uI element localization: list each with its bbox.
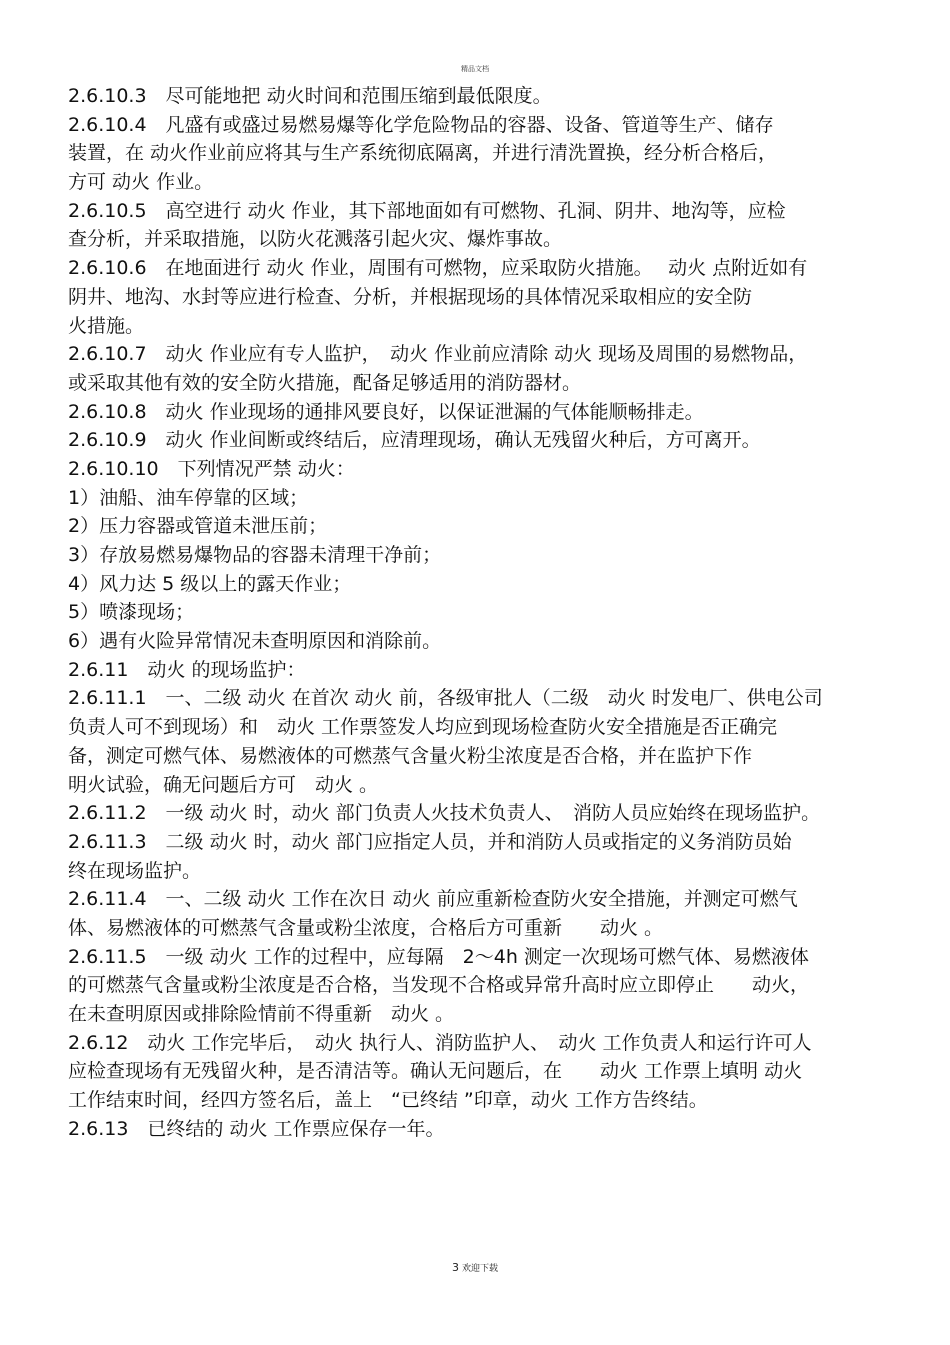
text-line: 负责人可不到现场）和 动火 工作票签发人均应到现场检查防火安全措施是否正确完	[68, 716, 778, 739]
text-line: 3）存放易燃易爆物品的容器未清理干净前；	[68, 544, 442, 566]
text-line: 1）油船、油车停靠的区域；	[68, 486, 309, 509]
text-line: 2.6.10.6 在地面进行 动火 作业，周围有可燃物，应采取防火措施。 动火 点附近如有	[68, 257, 808, 280]
text-line: 2.6.10.9 动火 作业间断或终结后，应清理现场，确认无残留火种后，方可离开。	[68, 429, 761, 452]
text-line: 或采取其他有效的安全防火措施，配备足够适用的消防器材。	[68, 371, 582, 394]
text-line: 2.6.10.5 高空进行 动火 作业，其下部地面如有可燃物、孔洞、阴井、地沟等，应检	[68, 199, 786, 222]
text-line: 2.6.13 已终结的 动火 工作票应保存一年。	[68, 1117, 445, 1140]
text-line: 2.6.11.3 二级 动火 时，动火 部门应指定人员，并和消防人员或指定的义务消防员始	[68, 830, 792, 853]
text-line: 2.6.10.3 尽可能地把 动火时间和范围压缩到最低限度。	[68, 85, 552, 107]
text-line: 2.6.11.2 一级 动火 时，动火 部门负责人火技术负责人、 消防人员应始终在现场监护。	[68, 802, 821, 825]
text-line: 应检查现场有无残留火种，是否清洁等。确认无问题后，在 动火 工作票上填明 动火	[68, 1060, 803, 1083]
text-line: 备，测定可燃气体、易燃液体的可燃蒸气含量火粉尘浓度是否合格，并在监护下作	[68, 744, 753, 767]
text-line: 阴井、地沟、水封等应进行检查、分析，并根据现场的具体情况采取相应的安全防	[68, 285, 753, 308]
text-line: 体、易燃液体的可燃蒸气含量或粉尘浓度，合格后方可重新 动火 。	[68, 916, 664, 939]
text-line: 2.6.11.1 一、二级 动火 在首次 动火 前，各级审批人（二级 动火 时发电厂、供电公司	[68, 687, 823, 710]
text-line: 方可 动火 作业。	[68, 171, 214, 194]
text-line: 6）遇有火险异常情况未查明原因和消除前。	[68, 630, 442, 653]
text-line: 5）喷漆现场；	[68, 601, 195, 624]
text-line: 2.6.10.4 凡盛有或盛过易燃易爆等化学危险物品的容器、设备、管道等生产、储存	[68, 113, 774, 136]
text-line: 2.6.11.5 一级 动火 工作的过程中，应每隔 2～4h 测定一次现场可燃气体、易燃液体	[68, 945, 809, 968]
text-line: 明火试验，确无问题后方可 动火 。	[68, 773, 379, 796]
footer-label: 欢迎下载	[461, 1264, 498, 1274]
text-line: 2.6.10.8 动火 作业现场的通排风要良好，以保证泄漏的气体能顺畅排走。	[68, 400, 704, 423]
document-body	[68, 82, 888, 1143]
text-line: 2）压力容器或管道未泄压前；	[68, 515, 328, 538]
text-line: 工作结束时间，经四方签名后，盖上 “已终结 ”印章，动火 工作方告终结。	[68, 1089, 708, 1112]
text-line: 2.6.10.10 下列情况严禁 动火：	[68, 457, 355, 480]
text-line: 终在现场监护。	[68, 859, 202, 882]
text-line: 的可燃蒸气含量或粉尘浓度是否合格，当发现不合格或异常升高时应立即停止 动火，	[68, 974, 810, 997]
text-line: 2.6.10.7 动火 作业应有专人监护， 动火 作业前应清除 动火 现场及周围的易燃物品，	[68, 343, 808, 366]
page-footer	[0, 1261, 950, 1274]
text-line: 在未查明原因或排除险情前不得重新 动火 。	[68, 1003, 455, 1025]
text-line: 2.6.11 动火 的现场监护：	[68, 658, 306, 681]
text-line: 火措施。	[68, 314, 145, 337]
text-line: 4）风力达 5 级以上的露天作业；	[68, 572, 352, 595]
page-number: 3	[451, 1261, 459, 1274]
text-line: 2.6.12 动火 工作完毕后， 动火 执行人、消防监护人、 动火 工作负责人和运行许可人	[68, 1031, 812, 1054]
text-line: 装置，在 动火作业前应将其与生产系统彻底隔离，并进行清洗置换，经分析合格后，	[68, 142, 778, 165]
text-line: 2.6.11.4 一、二级 动火 工作在次日 动火 前应重新检查防火安全措施，并测定可燃气	[68, 888, 798, 911]
text-line: 查分析，并采取措施，以防火花溅落引起火灾、爆炸事故。	[68, 228, 563, 251]
page-header: 精品文档	[461, 65, 489, 73]
